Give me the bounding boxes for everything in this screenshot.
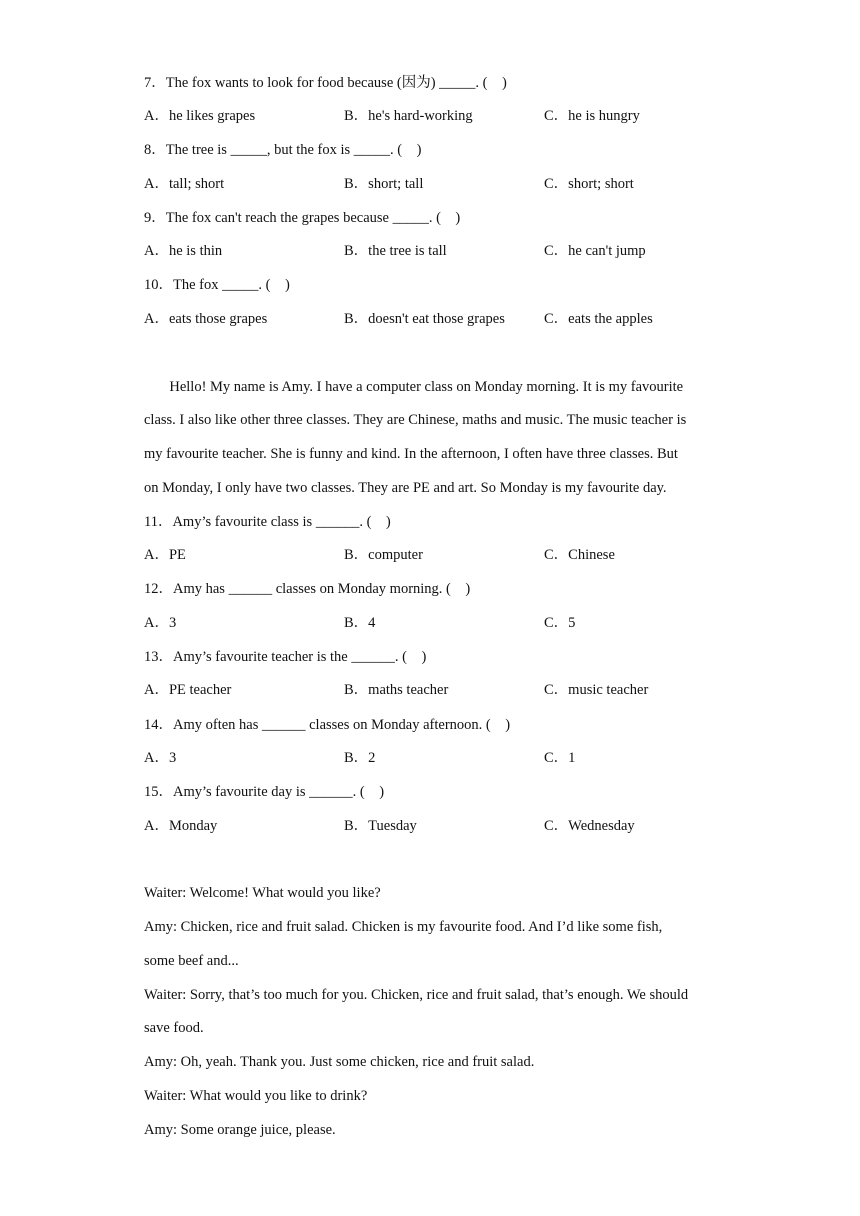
dialogue-line: save food. bbox=[144, 1020, 204, 1036]
question-14-option-a: A．3 bbox=[144, 750, 177, 766]
question-14-option-c: C．1 bbox=[544, 750, 576, 766]
question-11-option-a: A．PE bbox=[144, 547, 186, 563]
dialogue-line: Waiter: Sorry, that’s too much for you. Chicken, rice and fruit salad, that’s enough. We should bbox=[144, 987, 689, 1003]
question-8-option-c: C．short; short bbox=[544, 176, 634, 192]
passage-line: my favourite teacher. She is funny and kind. In the afternoon, I often have three classes. But bbox=[144, 446, 678, 462]
question-10-option-c: C．eats the apples bbox=[544, 311, 653, 327]
question-11-stem: 11．Amy’s favourite class is ______. ( ) bbox=[144, 514, 391, 530]
question-15-option-a: A．Monday bbox=[144, 818, 218, 834]
question-8-stem: 8．The tree is _____, but the fox is _____. ( ) bbox=[144, 142, 422, 158]
question-7-option-c: C．he is hungry bbox=[544, 108, 640, 124]
question-9-stem: 9．The fox can't reach the grapes because _____. ( ) bbox=[144, 210, 461, 226]
question-7-option-a: A．he likes grapes bbox=[144, 108, 256, 124]
dialogue-line: Amy: Some orange juice, please. bbox=[144, 1122, 336, 1138]
question-12-option-c: C．5 bbox=[544, 615, 576, 631]
question-15-option-b: B．Tuesday bbox=[344, 818, 417, 834]
question-13-option-b: B．maths teacher bbox=[344, 682, 449, 698]
question-9-option-c: C．he can't jump bbox=[544, 243, 646, 259]
dialogue-line: some beef and... bbox=[144, 953, 239, 969]
question-15-option-c: C．Wednesday bbox=[544, 818, 635, 834]
question-11-option-b: B．computer bbox=[344, 547, 423, 563]
dialogue-line: Waiter: Welcome! What would you like? bbox=[144, 885, 381, 901]
passage-line: Hello! My name is Amy. I have a computer class on Monday morning. It is my favourite bbox=[144, 379, 684, 395]
question-8-option-a: A．tall; short bbox=[144, 176, 225, 192]
question-9-option-a: A．he is thin bbox=[144, 243, 223, 259]
question-14-stem: 14．Amy often has ______ classes on Monday afternoon. ( ) bbox=[144, 717, 511, 733]
dialogue-line: Waiter: What would you like to drink? bbox=[144, 1088, 368, 1104]
question-15-stem: 15．Amy’s favourite day is ______. ( ) bbox=[144, 784, 385, 800]
question-10-stem: 10．The fox _____. ( ) bbox=[144, 277, 290, 293]
dialogue-line: Amy: Chicken, rice and fruit salad. Chicken is my favourite food. And I’d like some fish, bbox=[144, 919, 663, 935]
question-7-option-b: B．he's hard-working bbox=[344, 108, 473, 124]
question-14-option-b: B．2 bbox=[344, 750, 376, 766]
question-12-option-b: B．4 bbox=[344, 615, 376, 631]
dialogue-line: Amy: Oh, yeah. Thank you. Just some chicken, rice and fruit salad. bbox=[144, 1054, 535, 1070]
question-12-option-a: A．3 bbox=[144, 615, 177, 631]
question-13-option-c: C．music teacher bbox=[544, 682, 649, 698]
question-8-option-b: B．short; tall bbox=[344, 176, 424, 192]
question-10-option-b: B．doesn't eat those grapes bbox=[344, 311, 505, 327]
passage-line: on Monday, I only have two classes. They are PE and art. So Monday is my favourite day. bbox=[144, 480, 667, 496]
question-13-stem: 13．Amy’s favourite teacher is the ______. ( ) bbox=[144, 649, 427, 665]
question-12-stem: 12．Amy has ______ classes on Monday morning. ( ) bbox=[144, 581, 471, 597]
question-10-option-a: A．eats those grapes bbox=[144, 311, 268, 327]
question-9-option-b: B．the tree is tall bbox=[344, 243, 447, 259]
question-11-option-c: C．Chinese bbox=[544, 547, 615, 563]
question-7-stem: 7．The fox wants to look for food because (因为) _____. ( ) bbox=[144, 75, 507, 91]
passage-line: class. I also like other three classes. They are Chinese, maths and music. The music teacher is bbox=[144, 412, 687, 428]
question-13-option-a: A．PE teacher bbox=[144, 682, 232, 698]
